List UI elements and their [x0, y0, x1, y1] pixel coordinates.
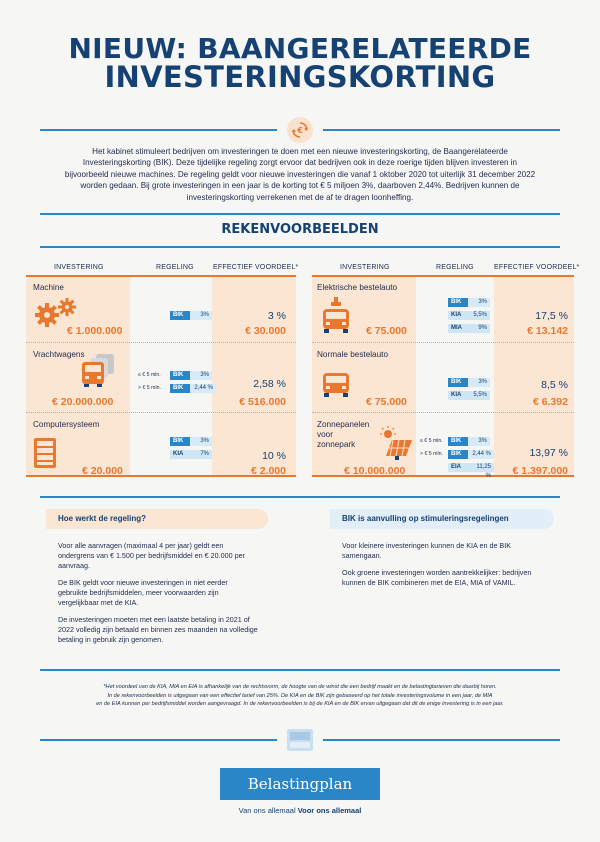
threshold-label: > € 5 mln.	[138, 385, 161, 391]
divider	[323, 129, 560, 131]
info-left-text: Voor alle aanvragen (maximaal 4 per jaar) geldt een ondergrens van € 1.500 per bedrijfsmiddel en € 20.000 per aanvraag. De BIK geldt voor nieuwe investeringen in niet eerder gebruikte bedrijfsmiddelen, meer voorwaarden zijn vergelijkbaar met de KIA. De investeringen moeten met een laatste betaling in 2021 of 2022 volledig zijn betaald en binnen zes maanden na volledige betaling in gebruik zijn genomen.	[58, 541, 258, 644]
solar-panel-icon	[378, 426, 414, 465]
divider	[40, 129, 277, 131]
info-right-text: Voor kleinere investeringen kunnen de KIA en de BIK samengaan. Ook groene investeringen worden aantrekkelijker: bedrijven kunnen de BIK combineren met de EIA, MIA of VAMIL.	[342, 541, 532, 587]
row-separator	[312, 342, 574, 343]
threshold-label: > € 5 mln.	[420, 451, 443, 457]
server-icon	[34, 438, 56, 473]
col-regeling: REGELING	[156, 264, 194, 271]
divider	[40, 669, 560, 671]
item-elek-benefit: € 13.142	[527, 325, 568, 337]
kia-badge: KIA 5,5%	[448, 391, 490, 400]
divider	[323, 739, 560, 741]
section-title: REKENVOORBEELDEN	[221, 222, 379, 237]
divider	[40, 739, 277, 741]
row-separator	[26, 412, 296, 413]
row-separator	[26, 342, 296, 343]
crest-icon	[287, 729, 313, 756]
title-line-2: INVESTERINGSKORTING	[104, 60, 496, 94]
bik-badge: BIK 3%	[170, 437, 212, 446]
belastingplan-logo: Belastingplan	[220, 768, 380, 800]
electric-van-icon	[320, 297, 352, 340]
info-right-heading: BIK is aanvulling op stimuleringsregelingen	[330, 509, 554, 529]
divider	[40, 496, 560, 498]
item-normaal-benefit: € 6.392	[532, 396, 568, 408]
kia-badge: KIA 5,5%	[448, 311, 490, 320]
row-separator	[26, 275, 296, 277]
item-machine-amount: € 1.000.000	[67, 325, 123, 337]
eia-badge: EIA 11,25 %	[448, 463, 494, 472]
item-computer-amount: € 20.000	[82, 465, 123, 477]
kia-badge: KIA 7%	[170, 450, 212, 459]
item-elek-amount: € 75.000	[366, 325, 407, 337]
col-investering: INVESTERING	[340, 264, 390, 271]
col-effectief: EFFECTIEF VOORDEEL*	[494, 264, 580, 271]
threshold-label: ≤ € 5 mln.	[420, 438, 443, 444]
mia-badge: MIA 9%	[448, 324, 490, 333]
item-normaal-pct: 8,5 %	[541, 379, 568, 391]
svg-text:€: €	[297, 126, 303, 135]
item-machine-name: Machine	[33, 283, 64, 292]
row-separator	[312, 412, 574, 413]
item-vracht-pct: 2,58 %	[253, 378, 286, 390]
item-vracht-amount: € 20.000.000	[52, 396, 114, 408]
item-zon-benefit: € 1.397.000	[512, 465, 568, 477]
bik-badge: BIK 3%	[170, 371, 212, 380]
bik-badge: BIK 3%	[448, 298, 490, 307]
bik-badge: BIK 3%	[170, 311, 212, 320]
item-zon-pct: 13,97 %	[529, 447, 568, 459]
item-vracht-name: Vrachtwagens	[33, 350, 85, 359]
euro-cycle-icon	[287, 117, 313, 143]
row-separator	[312, 275, 574, 277]
trucks-icon	[78, 352, 120, 393]
item-elek-pct: 17,5 %	[535, 310, 568, 322]
info-left-heading: Hoe werkt de regeling?	[46, 509, 268, 529]
bik-badge: BIK 3%	[448, 437, 490, 446]
item-elek-name: Elektrische bestelauto	[317, 283, 398, 292]
van-icon	[320, 371, 352, 404]
footnote: *Het voordeel van de KIA, MIA en EIA is afhankelijk van de rechtsvorm, de hoogte van de winst die een bedrijf maakt en de belastingtarieven die daarbij horen. In de rekenvoorbeelden is uitgegaan van een effectief tarief van 25%. De KIA en de BIK zijn gebaseerd op het totale investeringsvolume in een jaar, de MIA en de EIA kunnen per bedrijfsmiddel worden aangevraagd. In de rekenvoorbeelden is bij de KIA en de BIK ervan uitgegaan dat dit de enige investering is in een jaar.	[96, 684, 504, 708]
item-normaal-amount: € 75.000	[366, 396, 407, 408]
item-vracht-benefit: € 516.000	[239, 396, 286, 408]
item-zon-amount: € 10.000.000	[344, 465, 406, 477]
item-normaal-name: Normale bestelauto	[317, 350, 388, 359]
threshold-label: ≤ € 5 mln.	[138, 372, 161, 378]
bik-badge: BIK 2,44 %	[170, 384, 216, 393]
divider	[40, 246, 560, 248]
benefit-column-bg	[212, 276, 296, 476]
intro-text: Het kabinet stimuleert bedrijven om investeringen te doen met een nieuwe investeringskorting, de Baangerelateerde Investeringskorting (BIK). Deze tijdelijke regeling zorgt ervoor dat bedrijven ook in deze roerige tijden blijven investeren in bijvoorbeeld nieuwe machines. De regeling geldt voor nieuwe investeringen die vanaf 1 oktober 2020 tot uiterlijk 31 december 2022 worden gedaan. Bij grote investeringen in een jaar is de korting tot € 5 miljoen 3%, daarboven 2,44%. Bedrijven kunnen de investeringskorting verrekenen met de af te dragen loonheffing.	[64, 147, 536, 202]
col-investering: INVESTERING	[54, 264, 104, 271]
item-computer-pct: 10 %	[262, 450, 286, 462]
benefit-column-bg	[494, 276, 574, 476]
col-effectief: EFFECTIEF VOORDEEL*	[213, 264, 299, 271]
divider	[40, 213, 560, 215]
item-zon-name: Zonnepanelen voor zonnepark	[317, 420, 370, 449]
bik-badge: BIK 3%	[448, 378, 490, 387]
col-regeling: REGELING	[436, 264, 474, 271]
item-machine-benefit: € 30.000	[245, 325, 286, 337]
title-line-1: NIEUW: BAANGERELATEERDE	[68, 32, 532, 65]
item-machine-pct: 3 %	[267, 310, 286, 322]
slogan: Van ons allemaal Voor ons allemaal	[238, 806, 362, 815]
bik-badge: BIK 2,44 %	[448, 450, 494, 459]
item-computer-benefit: € 2.000	[250, 465, 286, 477]
page-title	[0, 34, 600, 92]
item-computer-name: Computersysteem	[33, 420, 100, 429]
